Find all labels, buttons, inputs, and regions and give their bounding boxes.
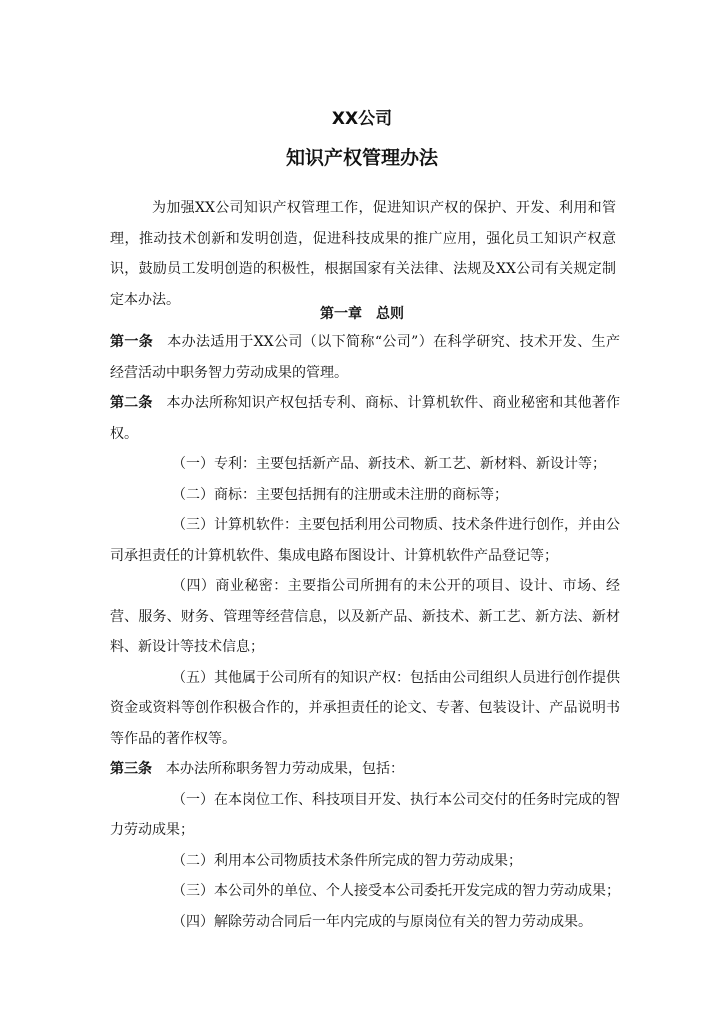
intro-paragraph: 为加强XX公司知识产权管理工作，促进知识产权的保护、开发、利用和管理，推动技术创新和发明创造，促进科技成果的推广应用，强化员工知识产权意识，鼓励员工发明创造的积极性，根据国家有关法律、法规及XX公司有关规定制定本办法。 <box>110 200 616 308</box>
article-2-label: 第二条 <box>110 395 153 411</box>
chapter-title: 第一章 总则 <box>320 306 404 322</box>
article-3-item: （二）利用本公司物质技术条件所完成的智力劳动成果； <box>172 852 522 869</box>
article-3-text: 本办法所称职务智力劳动成果，包括： <box>166 761 404 777</box>
article-1-label: 第一条 <box>110 334 154 350</box>
article-2-item: （一）专利：主要包括新产品、新技术、新工艺、新材料、新设计等； <box>172 456 606 472</box>
article-3-item: （三）本公司外的单位、个人接受本公司委托开发完成的智力劳动成果； <box>172 883 620 899</box>
articles-body <box>110 327 620 937</box>
article-1 <box>110 327 620 388</box>
article-2-item: （三）计算机软件：主要包括利用公司物质、技术条件进行创作，并由公司承担责任的计算机软件、集成电路布图设计、计算机软件产品登记等； <box>110 517 620 564</box>
article-2-item: （五）其他属于公司所有的知识产权：包括由公司组织人员进行创作提供资金或资料等创作积极合作的，并承担责任的论文、专著、包装设计、产品说明书等作品的著作权等。 <box>110 669 620 747</box>
article-3-item: （一）在本岗位工作、科技项目开发、执行本公司交付的任务时完成的智力劳动成果； <box>110 791 620 838</box>
article-3-label: 第三条 <box>110 761 152 777</box>
document-title: 知识产权管理办法 <box>285 147 438 169</box>
article-2 <box>110 388 620 449</box>
article-2-item: （四）商业秘密：主要指公司所拥有的未公开的项目、设计、市场、经营、服务、财务、管理等经营信息，以及新产品、新技术、新工艺、新方法、新材料、新设计等技术信息； <box>110 578 620 655</box>
company-title: XX公司 <box>331 109 393 129</box>
article-2-item: （二）商标：主要包括拥有的注册或未注册的商标等； <box>172 486 508 503</box>
article-2-text: 本办法所称知识产权包括专利、商标、计算机软件、商业秘密和其他著作权。 <box>110 395 620 442</box>
article-3 <box>110 754 620 785</box>
article-1-text: 本办法适用于XX公司（以下简称“公司”）在科学研究、技术开发、生产经营活动中职务智力劳动成果的管理。 <box>110 334 621 381</box>
article-3-item: （四）解除劳动合同后一年内完成的与原岗位有关的智力劳动成果。 <box>172 913 592 930</box>
